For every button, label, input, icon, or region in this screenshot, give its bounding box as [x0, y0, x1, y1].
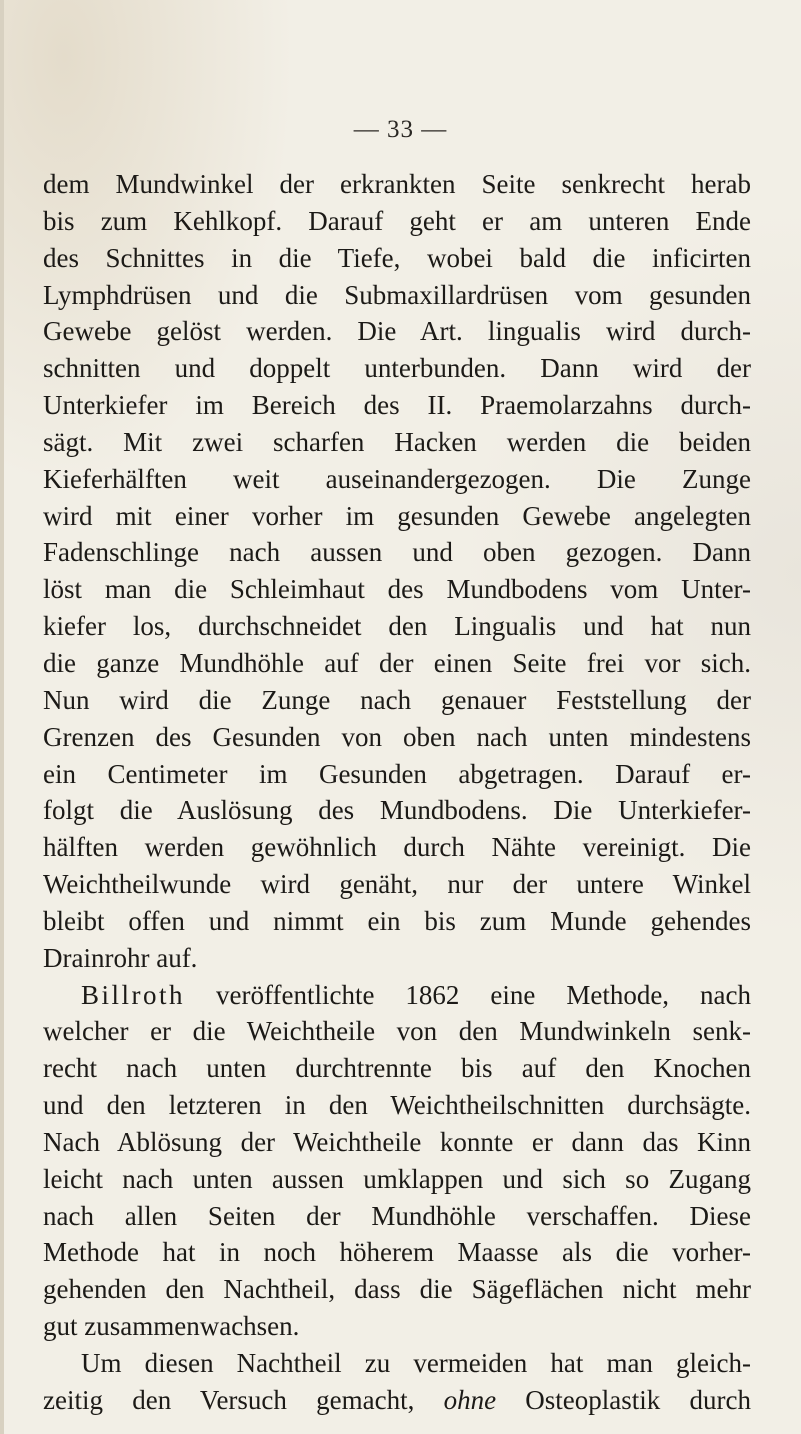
text-line: Um diesen Nachtheil zu vermeiden hat man gleich- — [81, 1348, 751, 1378]
text-line: Nun wird die Zunge nach genauer Feststellung der — [43, 684, 751, 715]
page-edge — [0, 0, 4, 1434]
text-line: ein Centimeter im Gesunden abgetragen. Darauf er- — [43, 758, 751, 789]
text-line: nach allen Seiten der Mundhöhle verschaffen. Diese — [43, 1200, 751, 1231]
paragraph-line-with-italic — [43, 1382, 751, 1419]
text-line: Methode hat in noch höherem Maasse als die vorher- — [43, 1237, 751, 1268]
text-line: löst man die Schleimhaut des Mundbodens vom Unter- — [43, 574, 751, 605]
text-line: Drainrohr auf. — [43, 942, 198, 973]
text-line: und den letzteren in den Weichtheilschnitten durchsägte. — [43, 1090, 751, 1121]
text-line: folgt die Auslösung des Mundbodens. Die Unterkiefer- — [43, 795, 751, 826]
text-line: wird mit einer vorher im gesunden Gewebe angelegten — [43, 500, 751, 531]
body-text — [43, 166, 751, 1419]
paragraph-start-line — [43, 977, 751, 1014]
text-line: Nach Ablösung der Weichtheile konnte er dann das Kinn — [43, 1126, 751, 1157]
text-line: Kieferhälften weit auseinandergezogen. Die Zunge — [43, 463, 751, 494]
text-line: gehenden den Nachtheil, dass die Sägeflächen nicht mehr — [43, 1274, 751, 1305]
text-line: Gewebe gelöst werden. Die Art. lingualis wird durch- — [43, 316, 751, 347]
text-line: sägt. Mit zwei scharfen Hacken werden die beiden — [43, 426, 751, 457]
text-fragment: veröffentlichte 1862 eine Methode, nach — [216, 979, 752, 1010]
page-number: — 33 — — [353, 116, 448, 143]
text-line: Grenzen des Gesunden von oben nach unten mindestens — [43, 721, 751, 752]
text-line: schnitten und doppelt unterbunden. Dann wird der — [43, 353, 751, 384]
text-line: Unterkiefer im Bereich des II. Praemolarzahns durch- — [43, 390, 751, 421]
text-fragment: zeitig den Versuch gemacht, — [43, 1384, 415, 1415]
italic-word: ohne — [443, 1384, 497, 1415]
text-line: dem Mundwinkel der erkrankten Seite senkrecht herab — [43, 169, 751, 199]
text-line: die ganze Mundhöhle auf der einen Seite frei vor sich. — [43, 647, 751, 678]
text-line: hälften werden gewöhnlich durch Nähte vereinigt. Die — [43, 832, 751, 863]
text-line: leicht nach unten aussen umklappen und sich so Zugang — [43, 1163, 751, 1194]
text-line: Fadenschlinge nach aussen und oben gezogen. Dann — [43, 537, 751, 568]
author-name: Billroth — [81, 979, 186, 1010]
text-line: bis zum Kehlkopf. Darauf geht er am unteren Ende — [43, 205, 751, 236]
text-line: bleibt offen und nimmt ein bis zum Munde gehendes — [43, 905, 751, 936]
text-line: kiefer los, durchschneidet den Lingualis und hat nun — [43, 611, 751, 642]
text-line: gut zusammenwachsen. — [43, 1311, 300, 1342]
text-fragment: Osteoplastik durch — [525, 1384, 751, 1415]
text-line: welcher er die Weichtheile von den Mundwinkeln senk- — [43, 1016, 751, 1047]
text-line: des Schnittes in die Tiefe, wobei bald die inficirten — [43, 242, 751, 273]
text-line: Weichtheilwunde wird genäht, nur der untere Winkel — [43, 869, 751, 900]
text-line: Lymphdrüsen und die Submaxillardrüsen vom gesunden — [43, 279, 751, 310]
text-line: recht nach unten durchtrennte bis auf den Knochen — [43, 1053, 751, 1084]
